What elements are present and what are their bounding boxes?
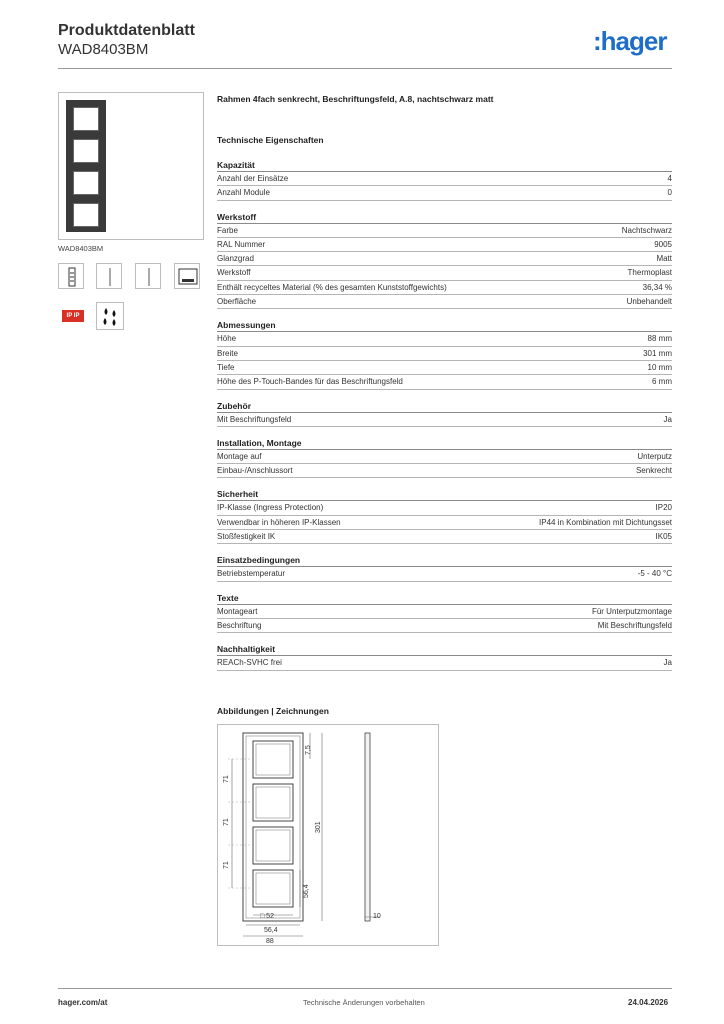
dim-pitch-1: 71 [223, 775, 230, 783]
spec-label: RAL Nummer [217, 239, 266, 249]
spec-row [217, 501, 672, 515]
spec-group-title: Installation, Montage [217, 438, 672, 450]
spec-row [217, 172, 672, 186]
spec-label: Mit Beschriftungsfeld [217, 414, 292, 424]
spec-value: 0 [667, 188, 672, 198]
spec-group-title: Sicherheit [217, 489, 672, 501]
spec-value: IP20 [655, 503, 672, 513]
spec-row [217, 450, 672, 464]
spec-value: 4 [667, 174, 672, 183]
footer-disclaimer: Technische Änderungen vorbehalten [303, 998, 425, 1007]
spec-row [217, 516, 672, 530]
spec-row [217, 530, 672, 544]
spec-group-title: Einsatzbedingungen [217, 555, 672, 567]
spec-label: Stoßfestigkeit IK [217, 532, 276, 542]
spec-value: Ja [663, 414, 672, 424]
spec-label: Höhe des P-Touch-Bandes für das Beschriftungsfeld [217, 377, 403, 387]
tech-properties-heading: Technische Eigenschaften [217, 135, 324, 145]
spec-row [217, 332, 672, 346]
hager-logo: :hager [593, 26, 667, 56]
spec-value: -5 - 40 °C [637, 569, 672, 579]
spec-label: Breite [217, 348, 238, 358]
spec-label: Beschriftung [217, 620, 262, 630]
spec-label: Farbe [217, 225, 238, 235]
spec-value: Matt [656, 254, 672, 264]
spec-row [217, 567, 672, 581]
spec-label: REACh-SVHC frei [217, 658, 282, 668]
product-image [58, 92, 204, 240]
spec-row [217, 224, 672, 238]
spec-value: 10 mm [647, 362, 672, 372]
spec-group-title: Texte [217, 593, 672, 605]
frame-opening [73, 107, 99, 131]
vertical-frame-icon [58, 263, 84, 289]
spec-value: Für Unterputzmontage [591, 606, 672, 616]
technical-drawing [217, 724, 439, 946]
spec-group [217, 489, 672, 544]
dim-top-offset: 7,5 [305, 745, 312, 755]
spec-row [217, 375, 672, 389]
spec-label: Anzahl Module [217, 188, 270, 198]
spec-row [217, 186, 672, 200]
spec-group-title: Nachhaltigkeit [217, 644, 672, 656]
frame-opening [73, 171, 99, 195]
dim-opening-width: □ 52 [260, 913, 274, 920]
spec-value: 301 mm [643, 348, 672, 358]
frame-opening [73, 139, 99, 163]
spec-row [217, 413, 672, 427]
spec-label: Montage auf [217, 451, 262, 461]
drawings-heading: Abbildungen | Zeichnungen [217, 706, 329, 716]
specifications [217, 94, 672, 682]
product-name: Rahmen 4fach senkrecht, Beschriftungsfeld, A.8, nachtschwarz matt [217, 94, 494, 104]
spec-label: Glanzgrad [217, 254, 254, 264]
dim-pitch-2: 71 [223, 818, 230, 826]
spec-value: Mit Beschriftungsfeld [597, 620, 672, 630]
spec-group-title: Kapazität [217, 160, 672, 172]
spec-label: Oberfläche [217, 297, 257, 307]
spec-group [217, 555, 672, 581]
spec-label: Einbau-/Anschlussort [217, 466, 293, 476]
spec-label: Enthält recyceltes Material (% des gesamten Kunststoffgewichts) [217, 282, 447, 292]
flush-line-icon [135, 263, 161, 289]
spec-value: 9005 [654, 239, 672, 249]
spec-label: Höhe [217, 334, 237, 344]
spec-label: Montageart [217, 606, 258, 616]
ip-rating-badge: IP IP [62, 310, 84, 322]
spec-value: IP44 in Kombination mit Dichtungsset [539, 517, 672, 527]
spec-label: Betriebstemperatur [217, 569, 286, 579]
spec-group-title: Abmessungen [217, 320, 672, 332]
spec-row [217, 295, 672, 309]
spec-row [217, 238, 672, 252]
spec-row [217, 266, 672, 280]
frame-illustration [66, 100, 106, 232]
spec-group [217, 212, 672, 310]
spec-group [217, 401, 672, 427]
spec-value: Unbehandelt [626, 297, 672, 307]
footer-divider [58, 988, 672, 989]
spec-label: Tiefe [217, 362, 235, 372]
spec-group [217, 644, 672, 670]
spec-value: 88 mm [647, 334, 672, 344]
dim-inner-width: 56,4 [264, 927, 278, 934]
spec-group [217, 320, 672, 389]
frame-opening [73, 203, 99, 227]
spec-label: Anzahl der Einsätze [217, 174, 289, 183]
water-drops-icon [96, 302, 124, 330]
dim-outer-width: 88 [266, 938, 274, 945]
spec-label: Verwendbar in höheren IP-Klassen [217, 517, 341, 527]
spec-value: Ja [663, 658, 672, 668]
spec-group-title: Zubehör [217, 401, 672, 413]
spec-label: Werkstoff [217, 268, 251, 278]
spec-value: Senkrecht [635, 466, 672, 476]
spec-row [217, 252, 672, 266]
page-title: Produktdatenblatt [58, 22, 195, 39]
spec-row [217, 619, 672, 633]
footer-website[interactable]: hager.com/at [58, 998, 108, 1007]
dim-depth: 10 [373, 913, 381, 920]
spec-row [217, 281, 672, 295]
spec-row [217, 605, 672, 619]
thumbnail-caption: WAD8403BM [58, 244, 104, 253]
dim-total-height: 301 [315, 821, 322, 833]
spec-group-title: Werkstoff [217, 212, 672, 224]
spec-row [217, 361, 672, 375]
spec-value: Unterputz [637, 451, 672, 461]
product-code: WAD8403BM [58, 41, 149, 58]
spec-row [217, 464, 672, 478]
spec-value: 6 mm [652, 377, 672, 387]
spec-label: IP-Klasse (Ingress Protection) [217, 503, 324, 513]
header-divider [58, 68, 672, 69]
dim-pitch-3: 71 [223, 861, 230, 869]
spec-group [217, 438, 672, 479]
spec-row [217, 656, 672, 670]
spec-value: Nachtschwarz [621, 225, 672, 235]
spec-value: 36,34 % [642, 282, 672, 292]
spec-row [217, 347, 672, 361]
spec-value: IK05 [655, 532, 672, 542]
spec-group [217, 593, 672, 634]
footer-date: 24.04.2026 [628, 998, 669, 1007]
spec-groups [217, 160, 672, 671]
spec-value: Thermoplast [627, 268, 672, 278]
spec-group [217, 160, 672, 201]
label-field-icon [174, 263, 200, 289]
surface-line-icon [96, 263, 122, 289]
dim-opening-height: 56,4 [303, 884, 310, 898]
